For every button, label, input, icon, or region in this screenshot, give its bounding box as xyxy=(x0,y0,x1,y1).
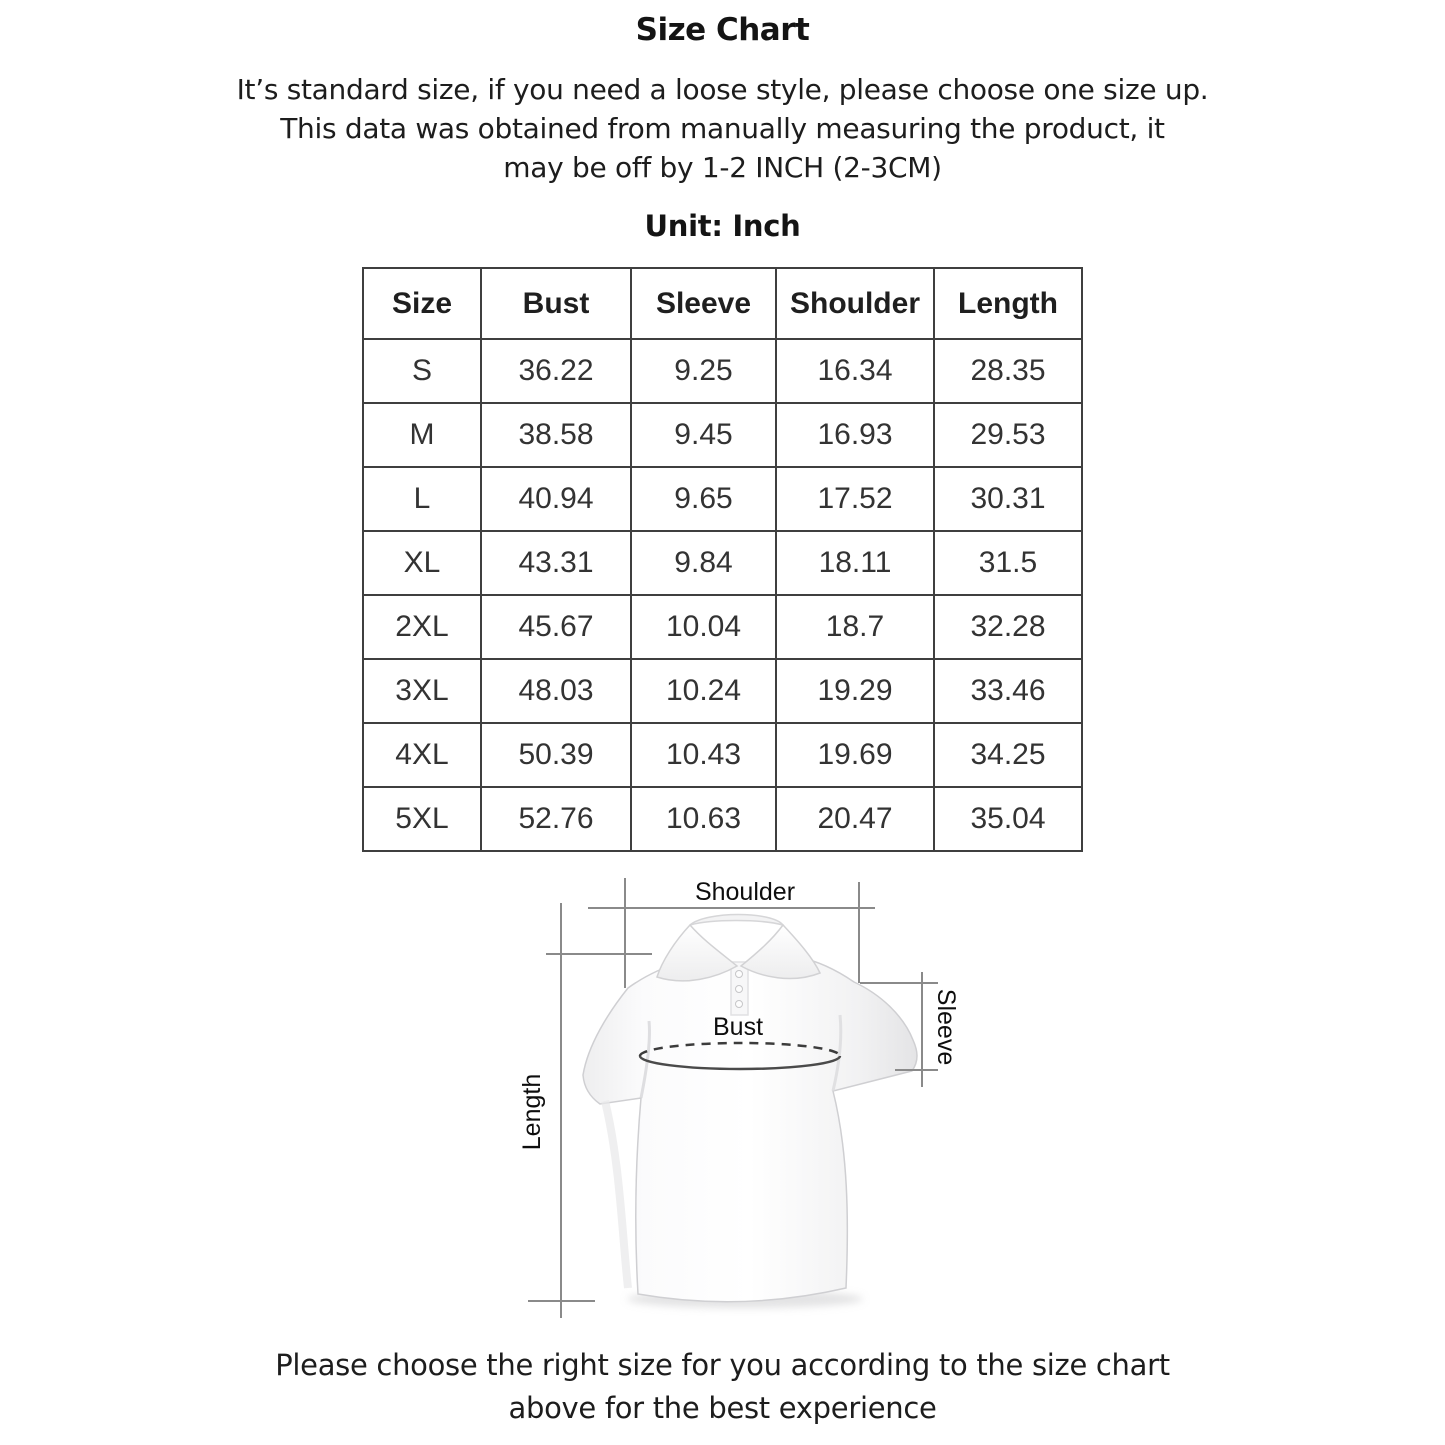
size-cell: XL xyxy=(363,531,481,595)
shirt-button xyxy=(736,1001,743,1008)
value-cell: 31.5 xyxy=(934,531,1082,595)
header-cell: Size xyxy=(363,268,481,339)
size-table xyxy=(362,267,1083,852)
measurement-diagram xyxy=(510,863,980,1328)
header-cell: Bust xyxy=(481,268,631,339)
table-row xyxy=(363,595,1082,659)
value-cell: 19.29 xyxy=(776,659,934,723)
table-row xyxy=(363,723,1082,787)
shoulder-label: Shoulder xyxy=(694,878,796,906)
size-cell: L xyxy=(363,467,481,531)
value-cell: 18.7 xyxy=(776,595,934,659)
table-row xyxy=(363,403,1082,467)
collar-right-flap xyxy=(741,925,820,979)
footer-line-1: Please choose the right size for you according to the size chart xyxy=(275,1348,1170,1382)
value-cell: 45.67 xyxy=(481,595,631,659)
value-cell: 38.58 xyxy=(481,403,631,467)
value-cell: 33.46 xyxy=(934,659,1082,723)
collar-left-flap xyxy=(657,925,737,981)
value-cell: 16.93 xyxy=(776,403,934,467)
shirt-button xyxy=(736,971,743,978)
value-cell: 28.35 xyxy=(934,339,1082,403)
value-cell: 19.69 xyxy=(776,723,934,787)
value-cell: 9.45 xyxy=(631,403,776,467)
value-cell: 40.94 xyxy=(481,467,631,531)
size-cell: 3XL xyxy=(363,659,481,723)
value-cell: 32.28 xyxy=(934,595,1082,659)
value-cell: 43.31 xyxy=(481,531,631,595)
value-cell: 36.22 xyxy=(481,339,631,403)
value-cell: 10.63 xyxy=(631,787,776,851)
value-cell: 18.11 xyxy=(776,531,934,595)
value-cell: 50.39 xyxy=(481,723,631,787)
value-cell: 30.31 xyxy=(934,467,1082,531)
bust-label: Bust xyxy=(712,1013,764,1041)
intro-line-2: This data was obtained from manually measuring the product, it xyxy=(280,112,1165,145)
value-cell: 9.65 xyxy=(631,467,776,531)
footer-note xyxy=(0,1344,1445,1430)
value-cell: 29.53 xyxy=(934,403,1082,467)
size-cell: S xyxy=(363,339,481,403)
intro-text xyxy=(0,70,1445,187)
table-row xyxy=(363,467,1082,531)
value-cell: 9.25 xyxy=(631,339,776,403)
value-cell: 10.43 xyxy=(631,723,776,787)
left-side-shade xyxy=(605,1101,628,1288)
value-cell: 34.25 xyxy=(934,723,1082,787)
collar-back-band xyxy=(690,915,783,926)
polo-shirt-body xyxy=(583,957,917,1302)
shirt-button xyxy=(736,986,743,993)
table-row xyxy=(363,339,1082,403)
size-cell: 4XL xyxy=(363,723,481,787)
table-row xyxy=(363,787,1082,851)
header-cell: Length xyxy=(934,268,1082,339)
size-table-header-row xyxy=(363,268,1082,339)
table-row xyxy=(363,531,1082,595)
table-row xyxy=(363,659,1082,723)
value-cell: 35.04 xyxy=(934,787,1082,851)
header-cell: Shoulder xyxy=(776,268,934,339)
value-cell: 17.52 xyxy=(776,467,934,531)
value-cell: 16.34 xyxy=(776,339,934,403)
value-cell: 52.76 xyxy=(481,787,631,851)
intro-line-3: may be off by 1-2 INCH (2-3CM) xyxy=(503,151,942,184)
intro-line-1: It’s standard size, if you need a loose style, please choose one size up. xyxy=(236,73,1209,106)
header-cell: Sleeve xyxy=(631,268,776,339)
footer-line-2: above for the best experience xyxy=(508,1391,937,1425)
value-cell: 20.47 xyxy=(776,787,934,851)
length-label: Length xyxy=(518,1073,546,1151)
size-table-body xyxy=(363,339,1082,851)
value-cell: 10.24 xyxy=(631,659,776,723)
size-cell: M xyxy=(363,403,481,467)
unit-label: Unit: Inch xyxy=(644,209,801,243)
sleeve-label: Sleeve xyxy=(932,988,960,1066)
polo-shirt-diagram xyxy=(510,863,980,1328)
value-cell: 48.03 xyxy=(481,659,631,723)
size-cell: 2XL xyxy=(363,595,481,659)
value-cell: 9.84 xyxy=(631,531,776,595)
value-cell: 10.04 xyxy=(631,595,776,659)
page-title: Size Chart xyxy=(635,12,810,48)
size-cell: 5XL xyxy=(363,787,481,851)
